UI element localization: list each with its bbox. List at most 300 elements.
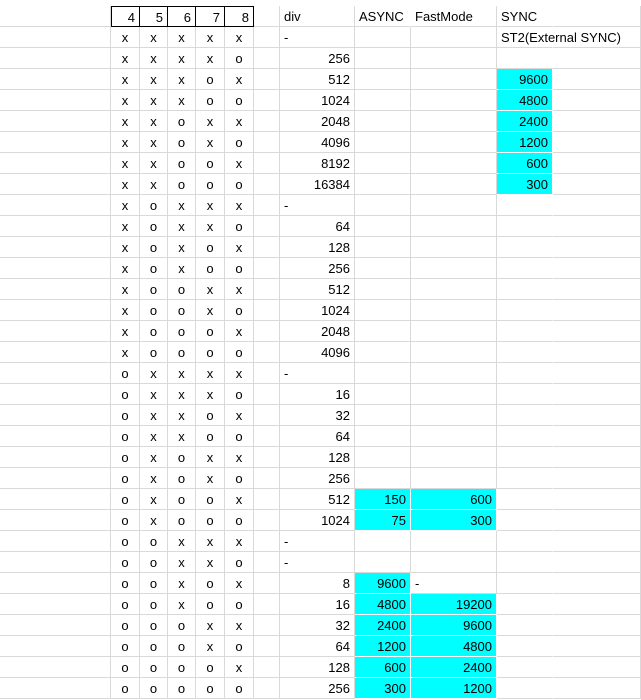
async-value[interactable]: 4800 [355,594,411,615]
fastmode-value[interactable]: - [411,573,497,594]
cell-empty[interactable] [254,426,280,447]
div-value[interactable]: 1024 [280,510,355,531]
cell-empty[interactable] [553,258,641,279]
async-value[interactable] [355,384,411,405]
cell-empty[interactable] [254,48,280,69]
switch-value[interactable]: x [225,321,254,342]
cell-empty[interactable] [553,321,641,342]
sync-value[interactable] [497,426,553,447]
fastmode-value[interactable] [411,27,497,48]
switch-value[interactable]: o [168,279,196,300]
fastmode-value[interactable] [411,132,497,153]
async-value[interactable]: 2400 [355,615,411,636]
switch-value[interactable]: o [225,594,254,615]
switch-value[interactable]: x [168,90,196,111]
cell-empty[interactable] [553,153,641,174]
cell-empty[interactable] [0,384,111,405]
fastmode-value[interactable]: 600 [411,489,497,510]
fastmode-value[interactable]: 2400 [411,657,497,678]
async-value[interactable] [355,279,411,300]
switch-value[interactable]: x [196,615,225,636]
switch-value[interactable]: x [196,111,225,132]
switch-value[interactable]: x [140,48,168,69]
switch-value[interactable]: x [225,27,254,48]
switch-value[interactable]: o [140,342,168,363]
switch-value[interactable]: x [225,657,254,678]
switch-value[interactable]: x [225,363,254,384]
cell-empty[interactable] [0,321,111,342]
cell-empty[interactable] [553,573,641,594]
cell-empty[interactable] [254,174,280,195]
sync-value[interactable] [497,552,553,573]
switch-value[interactable]: x [111,27,140,48]
async-value[interactable] [355,447,411,468]
switch-value[interactable]: x [140,447,168,468]
switch-value[interactable]: x [140,384,168,405]
fastmode-value[interactable] [411,195,497,216]
cell-empty[interactable] [553,69,641,90]
div-value[interactable]: 1024 [280,300,355,321]
cell-empty[interactable] [0,552,111,573]
switch-value[interactable]: o [111,426,140,447]
async-value[interactable] [355,426,411,447]
switch-value[interactable]: o [140,237,168,258]
cell-empty[interactable] [553,384,641,405]
switch-value[interactable]: x [111,195,140,216]
fastmode-value[interactable] [411,342,497,363]
switch-value[interactable]: x [111,258,140,279]
switch-value[interactable]: o [196,426,225,447]
cell-empty[interactable] [553,48,641,69]
switch-value[interactable]: x [196,552,225,573]
cell-empty[interactable] [553,237,641,258]
switch-value[interactable]: o [225,258,254,279]
switch-value[interactable]: o [140,258,168,279]
sync-value[interactable] [497,237,553,258]
cell-empty[interactable] [254,27,280,48]
switch-value[interactable]: o [140,573,168,594]
fastmode-value[interactable] [411,258,497,279]
sync-value[interactable] [497,321,553,342]
switch-value[interactable]: o [225,678,254,699]
cell-empty[interactable] [553,510,641,531]
div-value[interactable]: 32 [280,615,355,636]
switch-value[interactable]: x [196,363,225,384]
div-value[interactable]: 256 [280,48,355,69]
cell-empty[interactable] [0,195,111,216]
div-value[interactable]: 8192 [280,153,355,174]
div-value[interactable]: 4096 [280,132,355,153]
switch-value[interactable]: o [225,216,254,237]
switch-value[interactable]: o [225,636,254,657]
div-value[interactable]: 32 [280,405,355,426]
switch-value[interactable]: x [168,531,196,552]
switch-value[interactable]: x [168,258,196,279]
cell-empty[interactable] [0,489,111,510]
switch-value[interactable]: o [111,573,140,594]
header-switch-8[interactable]: 8 [225,6,254,27]
cell-empty[interactable] [254,6,280,27]
switch-value[interactable]: o [140,321,168,342]
cell-empty[interactable] [553,426,641,447]
async-value[interactable]: 9600 [355,573,411,594]
switch-value[interactable]: x [225,573,254,594]
cell-empty[interactable] [0,258,111,279]
async-value[interactable] [355,216,411,237]
cell-empty[interactable] [0,237,111,258]
sync-value[interactable] [497,279,553,300]
cell-empty[interactable] [553,216,641,237]
fastmode-value[interactable]: 9600 [411,615,497,636]
cell-empty[interactable] [0,279,111,300]
sync-value[interactable] [497,636,553,657]
switch-value[interactable]: x [168,426,196,447]
switch-value[interactable]: x [111,300,140,321]
div-value[interactable]: 8 [280,573,355,594]
switch-value[interactable]: o [196,657,225,678]
fastmode-value[interactable] [411,90,497,111]
switch-value[interactable]: o [196,510,225,531]
sync-value[interactable] [497,405,553,426]
div-value[interactable]: 1024 [280,90,355,111]
cell-empty[interactable] [0,447,111,468]
switch-value[interactable]: o [196,405,225,426]
cell-empty[interactable] [254,531,280,552]
async-value[interactable] [355,69,411,90]
div-value[interactable]: 16384 [280,174,355,195]
cell-empty[interactable] [553,27,641,48]
switch-value[interactable]: x [225,237,254,258]
cell-empty[interactable] [254,342,280,363]
div-value[interactable]: 256 [280,258,355,279]
switch-value[interactable]: o [111,615,140,636]
fastmode-value[interactable] [411,468,497,489]
div-value[interactable]: - [280,195,355,216]
switch-value[interactable]: o [225,426,254,447]
switch-value[interactable]: o [225,342,254,363]
switch-value[interactable]: o [196,237,225,258]
switch-value[interactable]: o [196,90,225,111]
cell-empty[interactable] [0,531,111,552]
div-value[interactable]: 128 [280,237,355,258]
cell-empty[interactable] [553,636,641,657]
switch-value[interactable]: o [225,174,254,195]
cell-empty[interactable] [0,426,111,447]
div-value[interactable]: - [280,552,355,573]
fastmode-value[interactable] [411,384,497,405]
switch-value[interactable]: o [196,258,225,279]
switch-value[interactable]: o [225,300,254,321]
sync-value[interactable]: 1200 [497,132,553,153]
div-value[interactable]: - [280,363,355,384]
cell-empty[interactable] [553,90,641,111]
cell-empty[interactable] [553,342,641,363]
cell-empty[interactable] [254,678,280,699]
switch-value[interactable]: x [111,279,140,300]
cell-empty[interactable] [254,615,280,636]
fastmode-value[interactable] [411,153,497,174]
cell-empty[interactable] [254,384,280,405]
sync-value[interactable] [497,468,553,489]
switch-value[interactable]: o [225,132,254,153]
switch-value[interactable]: o [225,48,254,69]
switch-value[interactable]: o [196,489,225,510]
async-value[interactable] [355,153,411,174]
async-value[interactable]: 300 [355,678,411,699]
cell-empty[interactable] [553,132,641,153]
cell-empty[interactable] [0,573,111,594]
switch-value[interactable]: o [168,132,196,153]
fastmode-value[interactable]: 1200 [411,678,497,699]
switch-value[interactable]: x [168,363,196,384]
switch-value[interactable]: x [225,279,254,300]
div-value[interactable]: 256 [280,678,355,699]
cell-empty[interactable] [254,216,280,237]
fastmode-value[interactable] [411,48,497,69]
async-value[interactable]: 75 [355,510,411,531]
sync-value[interactable] [497,216,553,237]
switch-value[interactable]: x [168,237,196,258]
cell-empty[interactable] [0,48,111,69]
async-value[interactable] [355,195,411,216]
switch-value[interactable]: x [111,174,140,195]
switch-value[interactable]: o [196,321,225,342]
cell-empty[interactable] [553,279,641,300]
cell-empty[interactable] [553,531,641,552]
cell-empty[interactable] [254,447,280,468]
switch-value[interactable]: o [225,384,254,405]
div-value[interactable]: 128 [280,657,355,678]
async-value[interactable] [355,27,411,48]
switch-value[interactable]: x [140,111,168,132]
switch-value[interactable]: x [140,405,168,426]
switch-value[interactable]: x [225,447,254,468]
sync-value[interactable]: ST2(External SYNC) [497,27,553,48]
switch-value[interactable]: x [140,153,168,174]
cell-empty[interactable] [553,615,641,636]
switch-value[interactable]: o [111,489,140,510]
switch-value[interactable]: x [225,489,254,510]
switch-value[interactable]: x [168,216,196,237]
header-div[interactable]: div [280,6,355,27]
cell-empty[interactable] [254,657,280,678]
cell-empty[interactable] [254,594,280,615]
sync-value[interactable] [497,657,553,678]
switch-value[interactable]: x [111,90,140,111]
fastmode-value[interactable] [411,426,497,447]
fastmode-value[interactable] [411,363,497,384]
switch-value[interactable]: x [196,216,225,237]
fastmode-value[interactable] [411,111,497,132]
cell-empty[interactable] [553,6,641,27]
cell-empty[interactable] [0,594,111,615]
switch-value[interactable]: o [168,111,196,132]
cell-empty[interactable] [254,90,280,111]
switch-value[interactable]: o [111,678,140,699]
switch-value[interactable]: x [196,48,225,69]
async-value[interactable] [355,48,411,69]
switch-value[interactable]: o [168,678,196,699]
sync-value[interactable] [497,510,553,531]
cell-empty[interactable] [0,153,111,174]
switch-value[interactable]: x [111,321,140,342]
switch-value[interactable]: o [111,468,140,489]
switch-value[interactable]: x [225,531,254,552]
switch-value[interactable]: x [140,510,168,531]
sync-value[interactable] [497,384,553,405]
fastmode-value[interactable] [411,531,497,552]
cell-empty[interactable] [254,195,280,216]
switch-value[interactable]: o [140,594,168,615]
fastmode-value[interactable]: 19200 [411,594,497,615]
switch-value[interactable]: o [168,321,196,342]
switch-value[interactable]: o [111,636,140,657]
switch-value[interactable]: o [196,594,225,615]
fastmode-value[interactable] [411,300,497,321]
async-value[interactable] [355,363,411,384]
sync-value[interactable]: 4800 [497,90,553,111]
switch-value[interactable]: x [196,279,225,300]
cell-empty[interactable] [553,447,641,468]
async-value[interactable] [355,174,411,195]
async-value[interactable]: 150 [355,489,411,510]
switch-value[interactable]: x [196,300,225,321]
switch-value[interactable]: x [140,489,168,510]
cell-empty[interactable] [254,69,280,90]
sync-value[interactable] [497,300,553,321]
cell-empty[interactable] [0,69,111,90]
switch-value[interactable]: o [168,153,196,174]
switch-value[interactable]: x [111,153,140,174]
switch-value[interactable]: x [168,69,196,90]
switch-value[interactable]: o [168,489,196,510]
fastmode-value[interactable] [411,174,497,195]
fastmode-value[interactable] [411,321,497,342]
cell-empty[interactable] [553,468,641,489]
div-value[interactable]: 2048 [280,321,355,342]
header-async[interactable]: ASYNC [355,6,411,27]
switch-value[interactable]: o [168,636,196,657]
switch-value[interactable]: o [111,510,140,531]
switch-value[interactable]: o [225,510,254,531]
cell-empty[interactable] [0,27,111,48]
switch-value[interactable]: o [111,552,140,573]
switch-value[interactable]: o [168,174,196,195]
sync-value[interactable] [497,447,553,468]
cell-empty[interactable] [254,321,280,342]
cell-empty[interactable] [0,615,111,636]
cell-empty[interactable] [254,573,280,594]
cell-empty[interactable] [254,300,280,321]
switch-value[interactable]: x [111,69,140,90]
switch-value[interactable]: o [196,153,225,174]
switch-value[interactable]: o [168,468,196,489]
switch-value[interactable]: x [196,636,225,657]
cell-empty[interactable] [0,174,111,195]
cell-empty[interactable] [254,636,280,657]
switch-value[interactable]: x [111,342,140,363]
switch-value[interactable]: x [225,153,254,174]
async-value[interactable] [355,90,411,111]
switch-value[interactable]: o [111,405,140,426]
cell-empty[interactable] [254,552,280,573]
switch-value[interactable]: x [168,195,196,216]
async-value[interactable] [355,258,411,279]
cell-empty[interactable] [0,678,111,699]
switch-value[interactable]: o [168,342,196,363]
cell-empty[interactable] [0,342,111,363]
switch-value[interactable]: o [111,363,140,384]
header-switch-5[interactable]: 5 [140,6,168,27]
cell-empty[interactable] [553,300,641,321]
switch-value[interactable]: x [196,531,225,552]
sync-value[interactable] [497,594,553,615]
switch-value[interactable]: x [196,195,225,216]
header-fastmode[interactable]: FastMode [411,6,497,27]
switch-value[interactable]: x [168,552,196,573]
switch-value[interactable]: x [225,405,254,426]
sync-value[interactable]: 2400 [497,111,553,132]
sync-value[interactable] [497,363,553,384]
cell-empty[interactable] [0,636,111,657]
switch-value[interactable]: o [168,447,196,468]
async-value[interactable] [355,342,411,363]
switch-value[interactable]: o [168,657,196,678]
switch-value[interactable]: o [140,216,168,237]
switch-value[interactable]: o [140,636,168,657]
cell-empty[interactable] [0,468,111,489]
switch-value[interactable]: o [111,384,140,405]
cell-empty[interactable] [254,279,280,300]
switch-value[interactable]: x [168,384,196,405]
div-value[interactable]: 2048 [280,111,355,132]
cell-empty[interactable] [254,132,280,153]
sync-value[interactable]: 300 [497,174,553,195]
cell-empty[interactable] [0,111,111,132]
cell-empty[interactable] [553,552,641,573]
async-value[interactable] [355,132,411,153]
switch-value[interactable]: x [168,405,196,426]
sync-value[interactable] [497,531,553,552]
switch-value[interactable]: x [140,363,168,384]
switch-value[interactable]: x [168,27,196,48]
switch-value[interactable]: o [196,678,225,699]
div-value[interactable]: 16 [280,594,355,615]
cell-empty[interactable] [254,363,280,384]
sync-value[interactable]: 9600 [497,69,553,90]
switch-value[interactable]: x [196,132,225,153]
switch-value[interactable]: o [140,300,168,321]
cell-empty[interactable] [0,657,111,678]
switch-value[interactable]: x [225,615,254,636]
div-value[interactable]: 512 [280,279,355,300]
div-value[interactable]: 16 [280,384,355,405]
switch-value[interactable]: x [140,426,168,447]
switch-value[interactable]: x [140,468,168,489]
div-value[interactable]: 64 [280,426,355,447]
switch-value[interactable]: x [111,111,140,132]
switch-value[interactable]: o [196,69,225,90]
switch-value[interactable]: o [225,552,254,573]
switch-value[interactable]: o [140,552,168,573]
div-value[interactable]: 512 [280,489,355,510]
fastmode-value[interactable] [411,69,497,90]
cell-empty[interactable] [0,510,111,531]
async-value[interactable] [355,552,411,573]
cell-empty[interactable] [0,300,111,321]
header-switch-6[interactable]: 6 [168,6,196,27]
switch-value[interactable]: x [225,195,254,216]
